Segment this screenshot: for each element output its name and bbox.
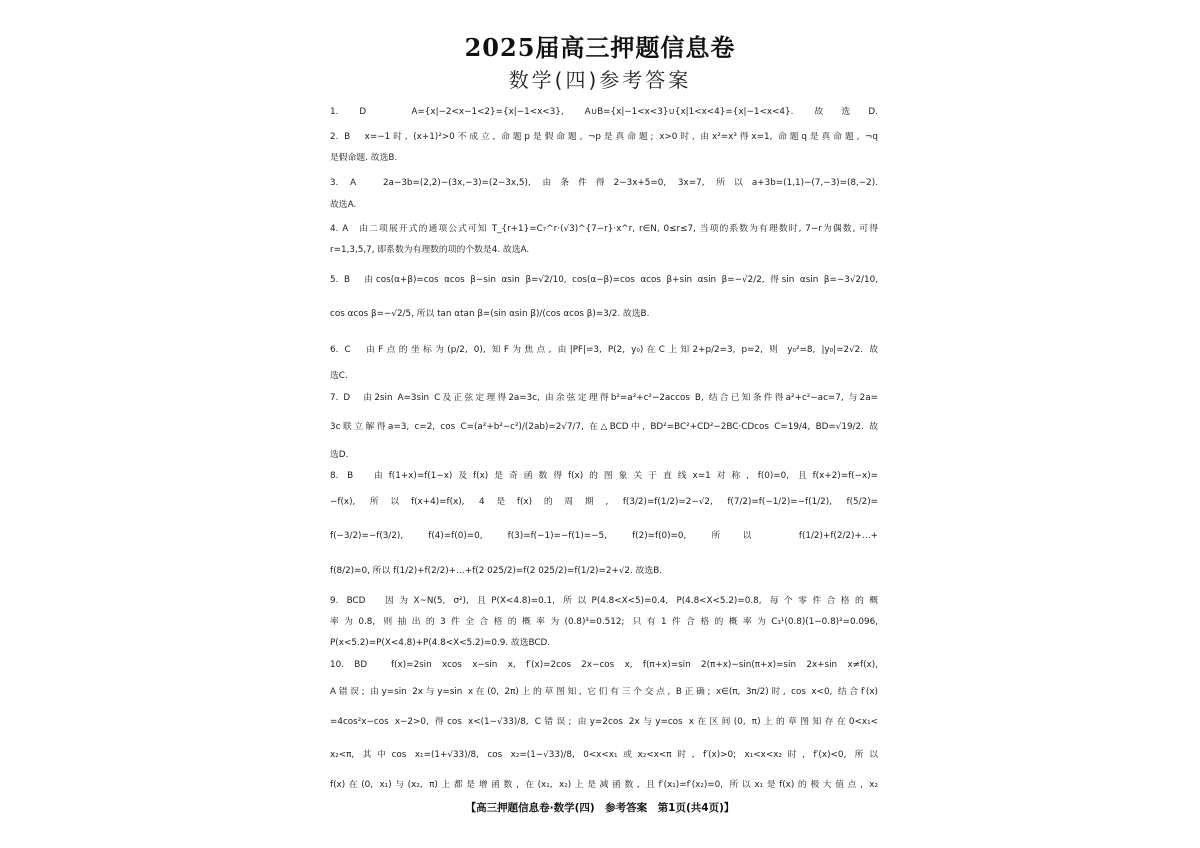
answer-line: 选D. — [330, 450, 349, 460]
answer-line: 3c联立解得a=3, c=2, cos C=(a²+b²−c²)/(2ab)=2√7/7, 在△BCD中, BD²=BC²+CD²−2BC·CDcos C=19/4, BD=√19/2. 故 — [330, 422, 878, 432]
answer-line: 10. BD f(x)=2sin xcos x−sin x, f′(x)=2cos 2x−cos x, f(π+x)=sin 2(π+x)−sin(π+x)=sin 2x+sin x≠f(x), — [330, 660, 878, 670]
answer-line: r=1,3,5,7, 即系数为有理数的项的个数是4. 故选A. — [330, 245, 530, 255]
page-title: 2025届高三押题信息卷 — [464, 33, 736, 62]
answer-line: 率为0.8, 则抽出的3件全合格的概率为(0.8)³=0.512; 只有1件合格的概率为C₃¹(0.8)(1−0.8)²=0.096, — [330, 617, 878, 627]
page-footer: 【高三押题信息卷·数学(四) 参考答案 第1页(共4页)】 — [465, 802, 735, 814]
answer-line: x₂<π, 其中cos x₁=(1+√33)/8, cos x₂=(1−√33)/8, 0<x<x₁或x₂<x<π时, f′(x)>0; x₁<x<x₂时, f′(x)<0, 所以 — [330, 750, 878, 760]
answer-line: 9. BCD 因为X~N(5, σ²), 且P(X<4.8)=0.1, 所以P(4.8<X<5)=0.4, P(4.8<X<5.2)=0.8, 每个零件合格的概 — [330, 596, 878, 606]
answer-line: 是假命题. 故选B. — [330, 153, 398, 163]
answer-line: 5. B 由cos(α+β)=cos αcos β−sin αsin β=√2/10, cos(α−β)=cos αcos β+sin αsin β=−√2/2, 得sin αsin β=−3√2/10, — [330, 275, 878, 285]
answer-line: 6. C 由F点的坐标为(p/2, 0), 知F为焦点, 由|PF|=3, P(2, y₀)在C上知2+p/2=3, p=2, 则 y₀²=8, |y₀|=2√2. 故 — [330, 345, 878, 355]
answer-list — [330, 105, 878, 795]
answer-line: A错误; 由y=sin 2x与y=sin x在(0, 2π)上的草图知, 它们有三个交点, B正确; x∈(π, 3π/2)时, cos x<0, 结合f′(x) — [330, 687, 878, 697]
answer-line: 4. A 由二项展开式的通项公式可知 T_{r+1}=C₇^r·(√3)^{7−r}·x^r, r∈N, 0≤r≤7, 当项的系数为有理数时, 7−r为偶数, 可得 — [330, 224, 878, 234]
answer-line: f(−3/2)=−f(3/2), f(4)=f(0)=0, f(3)=f(−1)=−f(1)=−5, f(2)=f(0)=0, 所以 f(1/2)+f(2/2)+…+ — [330, 531, 878, 541]
answer-line: f(8/2)=0, 所以 f(1/2)+f(2/2)+…+f(2 025/2)=f(2 025/2)=f(1/2)=2+√2. 故选B. — [330, 566, 663, 576]
answer-line: 3. A 2a−3b=(2,2)−(3x,−3)=(2−3x,5), 由条件得2−3x+5=0, 3x=7, 所以a+3b=(1,1)−(7,−3)=(8,−2). — [330, 178, 878, 188]
answer-line: 2. B x=−1时, (x+1)²>0不成立, 命题p是假命题, ¬p是真命题; x>0时, 由x²=x³得x=1, 命题q是真命题, ¬q — [330, 132, 878, 142]
answer-line: 故选A. — [330, 200, 357, 210]
answer-line: 7. D 由2sin A=3sin C及正弦定理得2a=3c, 由余弦定理得b²=a²+c²−2accos B, 结合已知条件得a²+c²−ac=7, 与2a= — [330, 393, 878, 403]
answer-line: 1. D A={x|−2<x−1<2}={x|−1<x<3}, A∪B={x|−1<x<3}∪{x|1<x<4}={x|−1<x<4}. 故选D. — [330, 107, 878, 117]
answer-line: 8. B 由f(1+x)=f(1−x)及f(x)是奇函数得f(x)的图象关于直线x=1对称, f(0)=0, 且f(x+2)=f(−x)= — [330, 471, 878, 481]
answer-line: cos αcos β=−√2/5, 所以 tan αtan β=(sin αsin β)/(cos αcos β)=3/2. 故选B. — [330, 309, 650, 319]
page-subtitle: 数学(四)参考答案 — [508, 68, 692, 92]
answer-line: −f(x), 所以f(x+4)=f(x), 4是f(x)的周期, f(3/2)=f(1/2)=2−√2, f(7/2)=f(−1/2)=−f(1/2), f(5/2)= — [330, 497, 878, 507]
answer-line: 选C. — [330, 371, 348, 381]
answer-line: =4cos²x−cos x−2>0, 得cos x<(1−√33)/8, C错误; 由y=2cos 2x与y=cos x在区间(0, π)上的草图知存在0<x₁< — [330, 717, 878, 727]
answer-line: P(x<5.2)=P(X<4.8)+P(4.8<X<5.2)=0.9. 故选BCD. — [330, 638, 551, 648]
answer-line: f(x)在(0, x₁)与(x₂, π)上都是增函数, 在(x₁, x₂)上是减函数, 且f′(x₁)=f′(x₂)=0, 所以x₁是f(x)的极大值点, x₂ — [330, 780, 878, 790]
